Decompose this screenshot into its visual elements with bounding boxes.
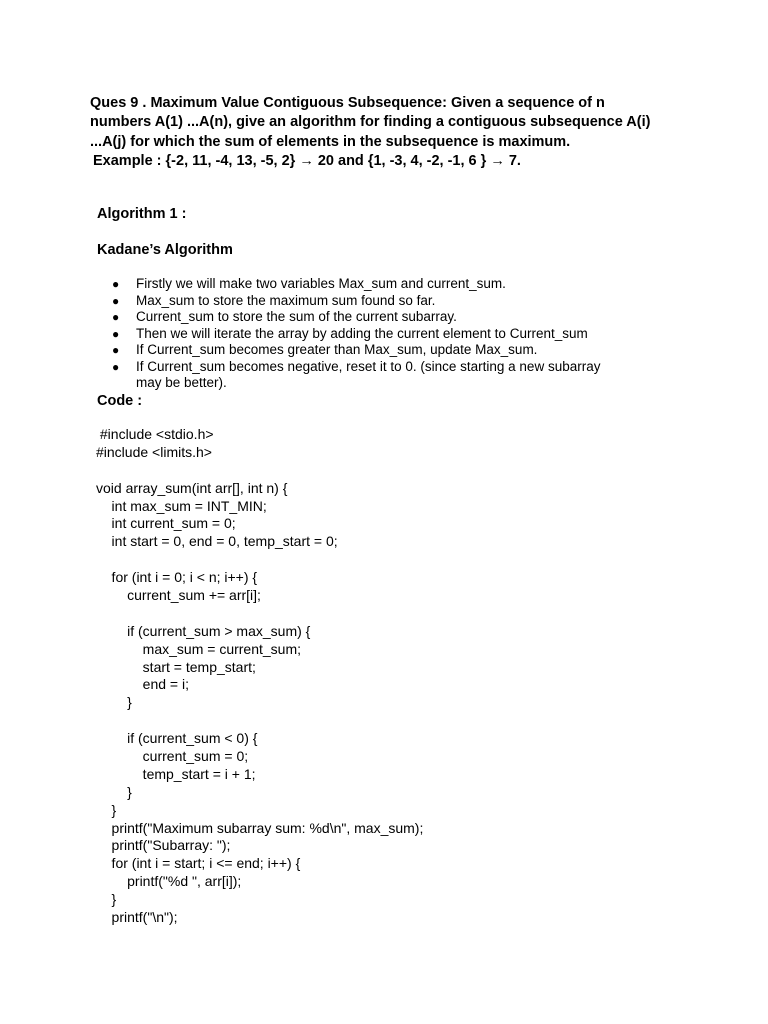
list-item <box>112 293 600 310</box>
list-item <box>112 276 600 293</box>
question-line-1: Ques 9 . Maximum Value Contiguous Subsequence: Given a sequence of n <box>90 95 605 111</box>
code-line: start = temp_start; <box>96 658 256 675</box>
question-line-2: numbers A(1) ...A(n), give an algorithm for finding a contiguous subsequence A(i) <box>90 114 651 130</box>
code-line: for (int i = start; i <= end; i++) { <box>96 855 301 872</box>
algorithm-name: Kadane’s Algorithm <box>97 242 233 258</box>
code-line: } <box>96 801 117 818</box>
code-line <box>96 551 423 569</box>
algorithm-steps-list <box>112 276 600 392</box>
code-line: int start = 0, end = 0, temp_start = 0; <box>96 533 338 550</box>
code-line: void array_sum(int arr[], int n) { <box>96 479 288 496</box>
code-line: } <box>96 783 132 800</box>
step-text: Firstly we will make two variables Max_sum and current_sum. <box>136 276 506 291</box>
list-item <box>112 326 600 343</box>
code-line: printf("Subarray: "); <box>96 837 231 854</box>
code-line: max_sum = current_sum; <box>96 640 302 657</box>
code-line: current_sum = 0; <box>96 748 249 765</box>
code-block <box>96 426 423 927</box>
algorithm-heading: Algorithm 1 : <box>97 206 187 222</box>
code-line: if (current_sum > max_sum) { <box>96 622 311 639</box>
bullet-icon: ● <box>112 277 120 291</box>
bullet-icon: ● <box>112 293 120 308</box>
question-line-3: ...A(j) for which the sum of elements in the subsequence is maximum. <box>90 134 571 150</box>
code-line: } <box>96 891 117 908</box>
step-text: If Current_sum becomes negative, reset it to 0. (since starting a new subarray <box>136 358 601 374</box>
code-line <box>96 605 423 623</box>
list-item <box>112 342 600 359</box>
code-line <box>96 712 423 730</box>
list-item <box>112 359 600 376</box>
bullet-icon: ● <box>112 343 120 357</box>
list-item <box>112 309 600 326</box>
code-line: int current_sum = 0; <box>96 515 236 532</box>
step-text: If Current_sum becomes greater than Max_sum, update Max_sum. <box>136 342 538 357</box>
code-line: if (current_sum < 0) { <box>96 730 258 747</box>
code-heading: Code : <box>97 393 143 409</box>
code-line: } <box>96 694 132 711</box>
step-text: Max_sum to store the maximum sum found so far. <box>136 292 436 308</box>
code-line: #include <limits.h> <box>96 443 212 460</box>
question-example: Example : {-2, 11, -4, 13, -5, 2} → 20 and {1, -3, 4, -2, -1, 6 } → 7. <box>93 153 521 169</box>
code-line: current_sum += arr[i]; <box>96 587 261 604</box>
bullet-icon: ● <box>112 359 120 374</box>
bullet-icon: ● <box>112 310 120 324</box>
code-line: int max_sum = INT_MIN; <box>96 497 267 514</box>
code-line: for (int i = 0; i < n; i++) { <box>96 569 258 586</box>
step-text: may be better). <box>136 375 227 390</box>
code-line <box>96 462 423 480</box>
code-line: temp_start = i + 1; <box>96 765 256 782</box>
step-text: Current_sum to store the sum of the current subarray. <box>136 309 457 324</box>
bullet-icon: ● <box>112 326 120 341</box>
list-item-continuation <box>112 375 600 392</box>
code-line: #include <stdio.h> <box>96 426 214 442</box>
code-line: end = i; <box>96 676 189 693</box>
code-line: printf("Maximum subarray sum: %d\n", max_sum); <box>96 819 424 836</box>
code-line: printf("\n"); <box>96 909 178 926</box>
code-line: printf("%d ", arr[i]); <box>96 873 242 890</box>
step-text: Then we will iterate the array by adding the current element to Current_sum <box>136 325 588 341</box>
